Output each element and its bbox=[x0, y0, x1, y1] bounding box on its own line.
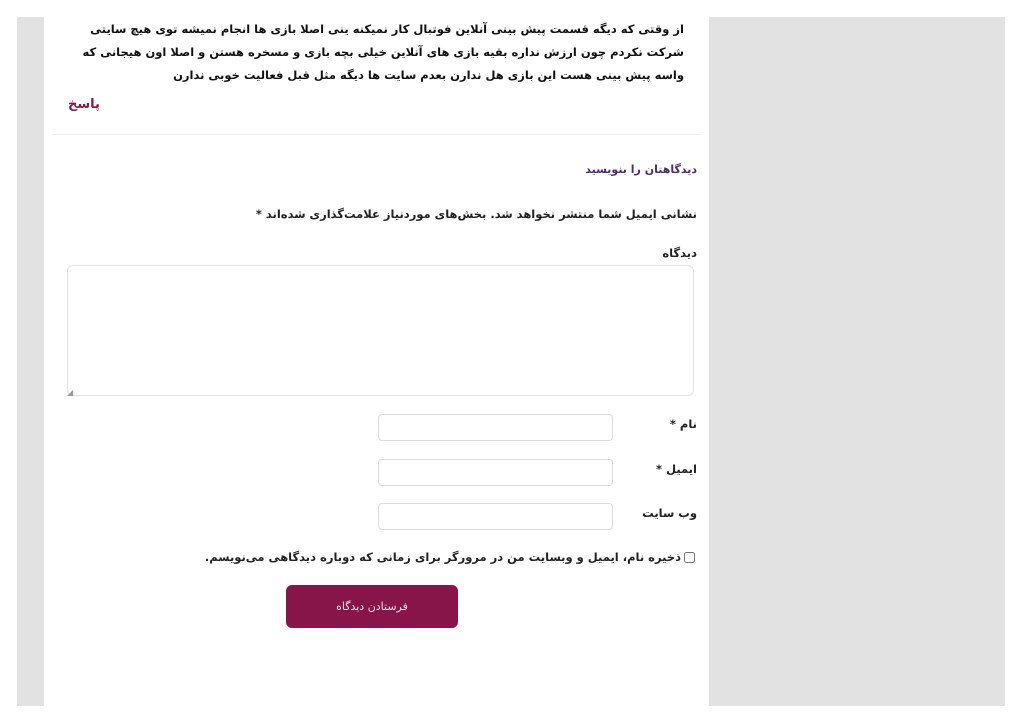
comment-notes: نشانی ایمیل شما منتشر نخواهد شد. بخش‌های موردنیاز علامت‌گذاری شده‌اند * bbox=[255, 207, 697, 221]
website-label: وب سایت bbox=[642, 506, 697, 520]
comment-text: از وقتی که دیگه قسمت پیش بینی آنلاین فوتبال کار نمیکنه ینی اصلا بازی ها انجام نمیشه توی هیچ سایتی شرکت نکردم چون ارزش نداره بقیه بازی های آنلاین خیلی بچه بازی و مسخره هستن و اصلا اون هیجانی که واسه پیش بینی هست این بازی هل ندارن بعدم سایت ها دیگه مثل قبل فعالیت خوبی ندارن bbox=[82, 22, 684, 82]
name-input[interactable] bbox=[378, 414, 613, 441]
reply-link[interactable]: پاسخ bbox=[68, 97, 100, 112]
website-input[interactable] bbox=[378, 503, 613, 530]
cookies-checkbox[interactable] bbox=[684, 552, 695, 563]
submit-comment-button[interactable]: فرستادن دیدگاه bbox=[286, 585, 458, 628]
cookies-label: ذخیره نام، ایمیل و وبسایت من در مرورگر برای زمانی که دوباره دیدگاهی می‌نویسم. bbox=[204, 550, 681, 564]
email-label: ایمیل * bbox=[656, 462, 697, 476]
comment-textarea[interactable] bbox=[67, 265, 694, 396]
respond-title: دیدگاهتان را بنویسید bbox=[585, 163, 697, 176]
comment-label: دیدگاه bbox=[662, 246, 697, 260]
comment-item bbox=[52, 0, 702, 135]
name-label: نام * bbox=[669, 417, 697, 431]
cookies-consent bbox=[205, 550, 695, 564]
email-input[interactable] bbox=[378, 459, 613, 486]
resize-grip-icon[interactable]: ◢ bbox=[67, 388, 74, 397]
